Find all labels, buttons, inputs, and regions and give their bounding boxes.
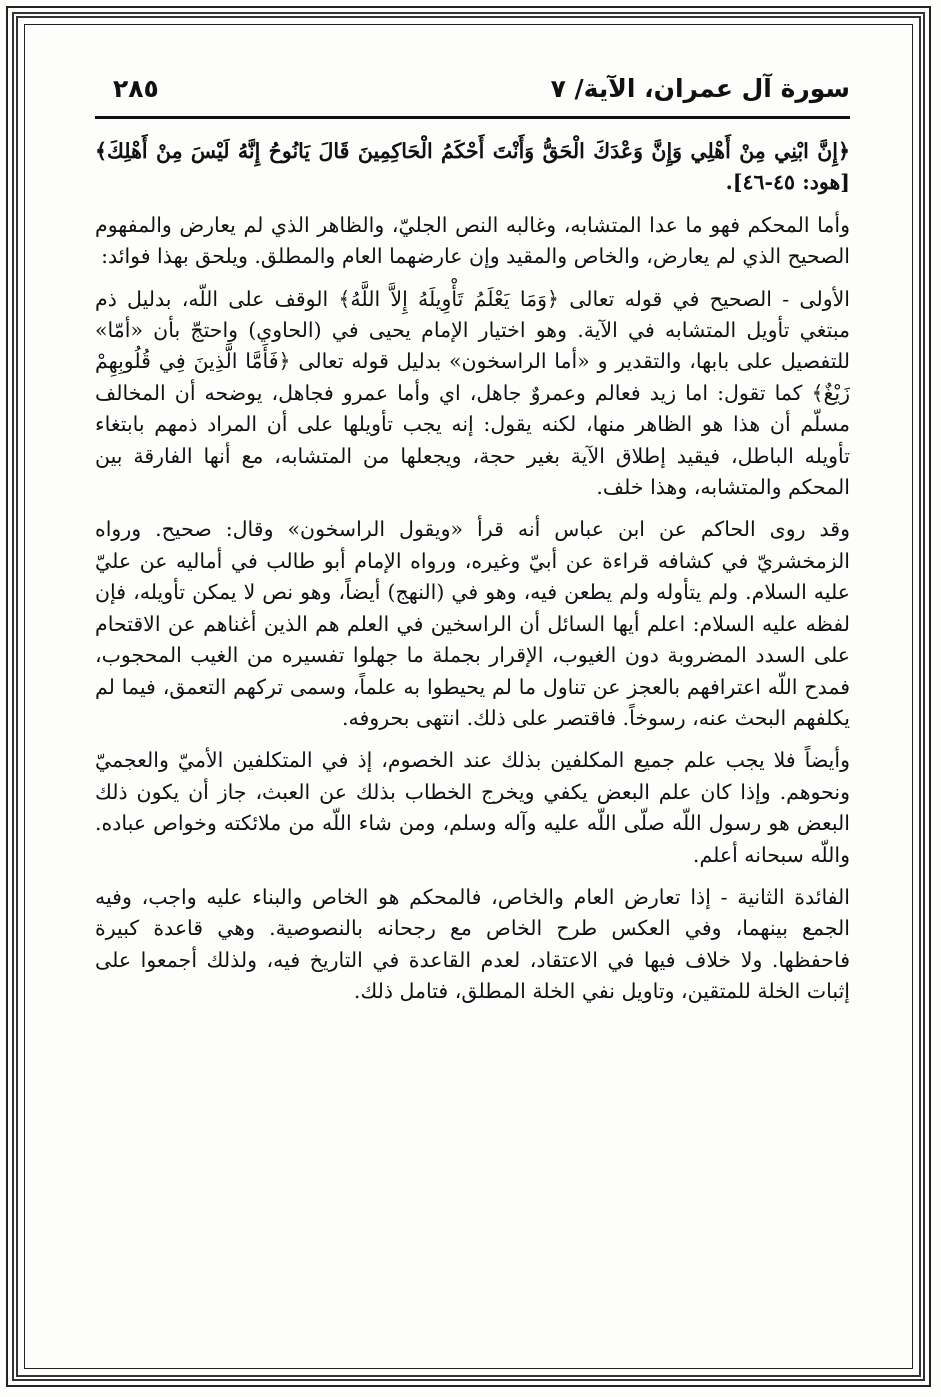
header-title: سورة آل عمران، الآية/ ٧ xyxy=(550,74,850,103)
text-body xyxy=(95,136,850,1008)
paragraph-hakim-narration: وقد روى الحاكم عن ابن عباس أنه قرأ «ويقول الراسخون» وقال: صحيح. ورواه الزمخشريّ في كشافه قراءة عن أبيّ وغيره، ورواه الإمام أبو طالب في أماليه عن عليّ عليه السلام. ولم يتأوله ولم يطعن فيه، وهو في (النهج) أيضاً، وهو نص لا يمكن تأويله، فإن لفظه عليه السلام: اعلم أيها السائل أن الراسخين في العلم هم الذين أغناهم عن الاقتحام على السدد المضروبة دون الغيوب، الإقرار بجملة ما جهلوا تفسيره من الغيب المحجوب، فمدح اللّه اعترافهم بالعجز عن تناول ما لم يحيطوا به علماً، وسمى تركهم التعمق، فيما لم يكلفهم البحث عنه، رسوخاً. فاقتصر على ذلك. انتهى بحروفه. xyxy=(95,517,850,730)
paragraph-first-benefit: الأولى - الصحيح في قوله تعالى ﴿وَمَا يَعْلَمُ تَأْوِيلَهُ إِلاَّ اللَّهُ﴾ الوقف على اللّه، بدليل ذم مبتغي تأويل المتشابه في الآية. وهو اختيار الإمام يحيى في (الحاوي) واحتجّ بأن «أمّا» للتفصيل على بابها، والتقدير و «أما الراسخون» بدليل قوله تعالى ﴿فَأَمَّا الَّذِينَ فِي قُلُوبِهِمْ زَيْغٌ﴾ كما تقول: اما زيد فعالم وعمروٌ جاهل، اي وأما عمرو فجاهل، يوضحه أن المخالف مسلّم أن هذا هو الظاهر منها، لكنه يقول: إنه يجب تأويلها على أن المراد ذمهم بابتغاء تأويله الباطل، فيقيد إطلاق الآية بغير حجة، ويجعلها من المتشابه، مع أنها الفارقة بين المحكم والمتشابه، وهذا خلف. xyxy=(95,286,850,500)
paragraph-second-benefit: الفائدة الثانية - إذا تعارض العام والخاص، فالمحكم هو الخاص والبناء عليه واجب، وفيه الجمع بينهما، وفي العكس طرح الخاص مع رجحانه بالنصوصية. وهي قاعدة كبيرة فاحفظها. ولا خلاف فيها في الاعتقاد، لعدم القاعدة في التاريخ فيه، ولذلك أجمعوا على إثبات الخلة للمتقين، وتاويل نفي الخلة المطلق، فتامل ذلك. xyxy=(95,884,850,1004)
quran-verse-paragraph: ﴿إِنَّ ابْنِي مِنْ أَهْلِي وَإِنَّ وَعْدَكَ الْحَقُّ وَأَنْتَ أَحْكَمُ الْحَاكِمِينَ قَالَ يَانُوحُ إِنَّهُ لَيْسَ مِنْ أَهْلِكَ﴾ [هود: ٤٥-٤٦]. xyxy=(95,139,850,195)
paragraph-muhkam: وأما المحكم فهو ما عدا المتشابه، وغالبه النص الجليّ، والظاهر الذي لم يعارض والمفهوم الصحيح الذي لم يعارض، والخاص والمقيد وإن عارضهما العام والمطلق. ويلحق بهذا فوائد: xyxy=(95,212,850,269)
paragraph-mukallafin: وأيضاً فلا يجب علم جميع المكلفين بذلك عند الخصوم، إذ في المتكلفين الأميّ والعجميّ ونحوهم. وإذا كان علم البعض يكفي ويخرج الخطاب بذلك عن العبث، جاز أن يكون ذلك البعض هو رسول اللّه صلّى اللّه عليه وآله وسلم، ومن شاء اللّه من ملائكته وخواص عباده. واللّه سبحانه أعلم. xyxy=(95,748,850,867)
page-content xyxy=(95,70,850,1008)
page-number: ٢٨٥ xyxy=(113,74,159,103)
running-header xyxy=(95,70,850,120)
header-rule xyxy=(95,116,850,119)
